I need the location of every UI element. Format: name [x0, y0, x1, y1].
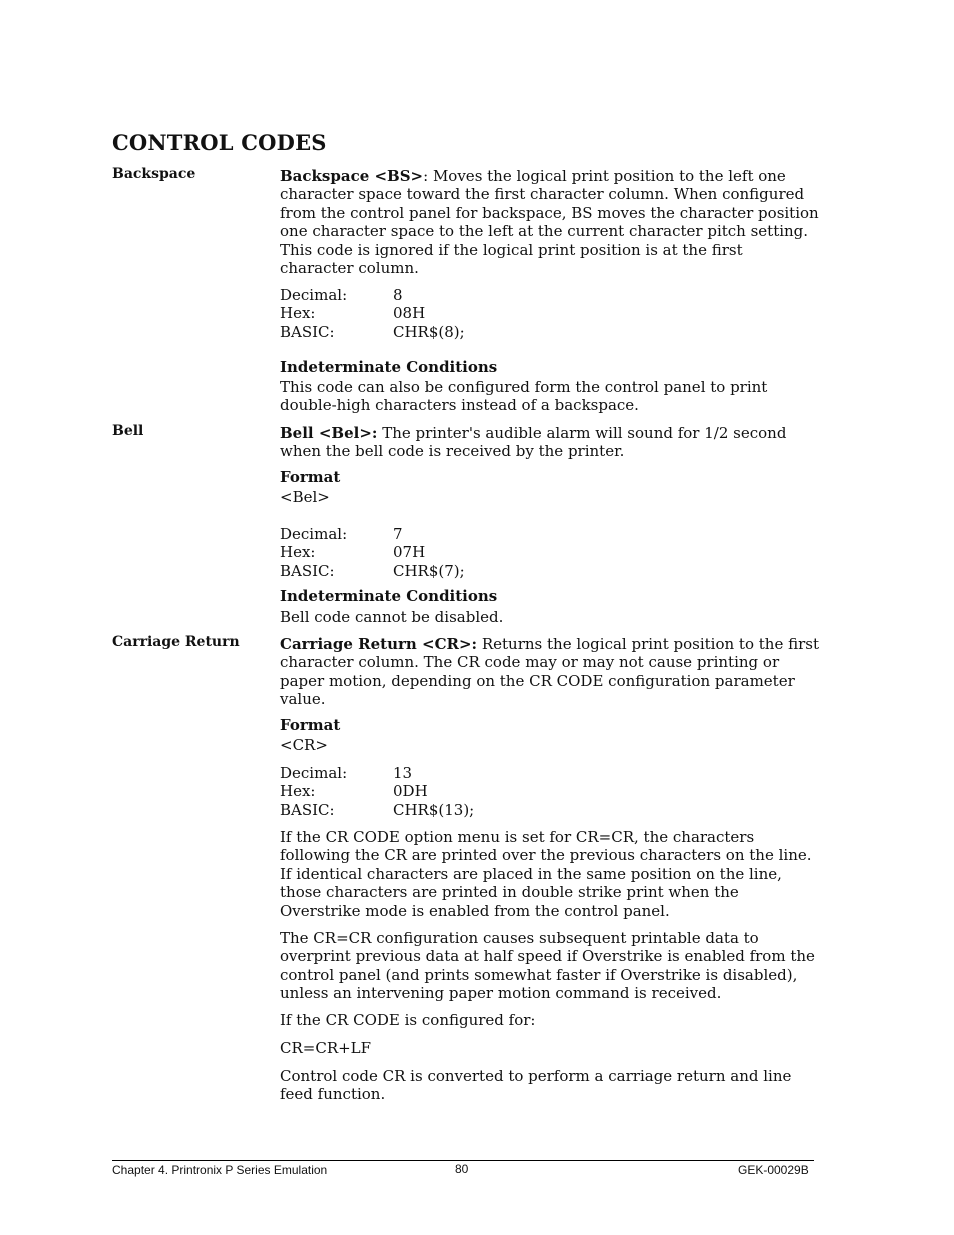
code-value: 13: [393, 764, 413, 782]
backspace-indeterminate-heading: Indeterminate Conditions: [280, 358, 498, 376]
cr-paragraph-5: Control code CR is converted to perform a carriage return and line feed function.: [280, 1067, 792, 1104]
code-value: CHR$(8);: [393, 322, 465, 341]
code-label: Decimal:: [280, 286, 348, 304]
cr-format-heading: Format: [280, 716, 341, 734]
side-label-backspace: Backspace: [112, 166, 196, 182]
code-label: Hex:: [280, 304, 316, 323]
bell-format-value: <Bel>: [280, 488, 330, 506]
bell-format-heading: Format: [280, 468, 341, 486]
backspace-description: [280, 167, 820, 277]
side-label-carriage-return: Carriage Return: [112, 634, 240, 650]
bell-lead: Bell <Bel>:: [280, 424, 378, 442]
code-label: Hex:: [280, 543, 316, 562]
code-label: Decimal:: [280, 764, 348, 782]
cr-description: [280, 635, 820, 709]
cr-paragraph-2: The CR=CR configuration causes subsequent printable data to overprint previous data at half speed if Overstrike is enabled from the control panel (and prints somewhat faster if Overstrike is disabled), unless an intervening paper motion command is received.: [280, 929, 815, 1003]
backspace-lead: Backspace <BS>: [280, 167, 424, 185]
code-label: Decimal:: [280, 525, 348, 543]
bell-indeterminate-text: Bell code cannot be disabled.: [280, 608, 504, 626]
code-value: 07H: [393, 543, 426, 562]
cr-text: Returns the logical print position to the first character column. The CR code may or may not cause printing or paper motion, depending on the CR CODE configuration parameter value.: [280, 635, 819, 709]
footer-chapter: Chapter 4. Printronix P Series Emulation: [112, 1163, 328, 1177]
code-label: BASIC:: [280, 800, 335, 819]
code-value: 8: [393, 286, 403, 304]
footer-rule: [112, 1160, 814, 1161]
footer-doc-id: GEK-00029B: [738, 1163, 809, 1177]
footer-page-number: 80: [455, 1162, 469, 1176]
side-label-bell: Bell: [112, 423, 144, 439]
code-value: 0DH: [393, 782, 428, 801]
bell-text: The printer's audible alarm will sound for 1/2 second when the bell code is received by the printer.: [280, 424, 787, 461]
backspace-indeterminate-text: This code can also be configured form the control panel to print double-high characters instead of a backspace.: [280, 378, 768, 415]
cr-paragraph-4: CR=CR+LF: [280, 1039, 372, 1057]
bell-indeterminate-heading: Indeterminate Conditions: [280, 587, 498, 605]
page-title: CONTROL CODES: [112, 130, 327, 155]
code-value: CHR$(13);: [393, 800, 475, 819]
cr-paragraph-3: If the CR CODE is configured for:: [280, 1011, 536, 1029]
bell-description: [280, 424, 820, 461]
code-label: BASIC:: [280, 561, 335, 580]
backspace-text: : Moves the logical print position to the left one character space toward the first character column. When configured from the control panel for backspace, BS moves the character position one character space to the left at the current character pitch setting. This code is ignored if the logical print position is at the first character column.: [280, 167, 819, 278]
code-value: CHR$(7);: [393, 561, 465, 580]
code-label: Hex:: [280, 782, 316, 801]
cr-lead: Carriage Return <CR>:: [280, 635, 478, 653]
code-label: BASIC:: [280, 322, 335, 341]
cr-format-value: <CR>: [280, 736, 328, 754]
code-value: 7: [393, 525, 403, 543]
code-value: 08H: [393, 304, 426, 323]
cr-paragraph-1: If the CR CODE option menu is set for CR=CR, the characters following the CR are printed over the previous characters on the line. If identical characters are placed in the same position on the line, those characters are printed in double strike print when the Overstrike mode is enabled from the control panel.: [280, 828, 812, 920]
